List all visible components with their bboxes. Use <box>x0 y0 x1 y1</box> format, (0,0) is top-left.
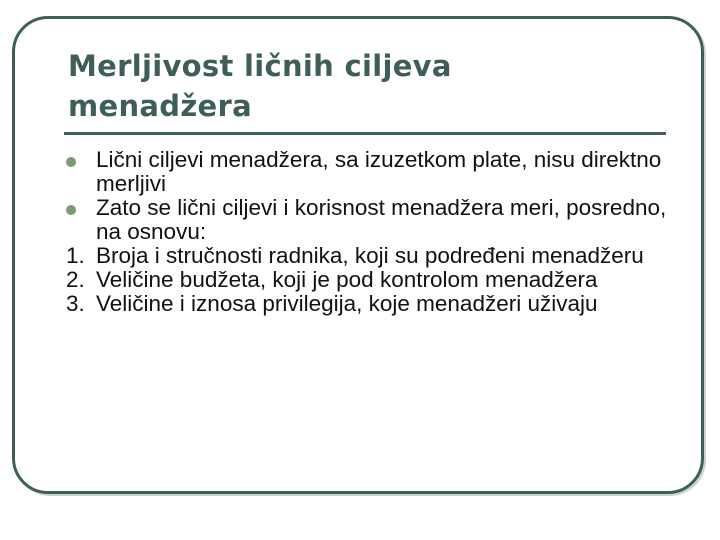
item-number: 2. <box>66 267 85 292</box>
item-number: 3. <box>66 291 85 316</box>
title-divider <box>64 132 666 135</box>
numbered-text: Veličine i iznosa privilegija, koje menadžeri uživaju <box>96 291 598 316</box>
bullet-text: Lični ciljevi menadžera, sa izuzetkom plate, nisu direktno merljivi <box>96 147 662 196</box>
slide-title <box>68 46 668 126</box>
title-line-2: menadžera <box>68 89 252 123</box>
item-number: 1. <box>66 243 85 268</box>
numbered-item <box>66 244 676 268</box>
title-line-1: Merljivost ličnih ciljeva <box>68 49 452 83</box>
numbered-text: Broja i stručnosti radnika, koji su podređeni menadžeru <box>96 243 644 268</box>
bullet-icon <box>66 157 76 167</box>
bullet-text: Zato se lični ciljevi i korisnost menadžera meri, posredno, na osnovu: <box>96 195 667 244</box>
slide-body <box>66 148 676 316</box>
numbered-item <box>66 292 676 316</box>
bullet-icon <box>66 205 76 215</box>
numbered-text: Veličine budžeta, koji je pod kontrolom menadžera <box>96 267 598 292</box>
bullet-item <box>66 196 676 244</box>
numbered-item <box>66 268 676 292</box>
bullet-item <box>66 148 676 196</box>
